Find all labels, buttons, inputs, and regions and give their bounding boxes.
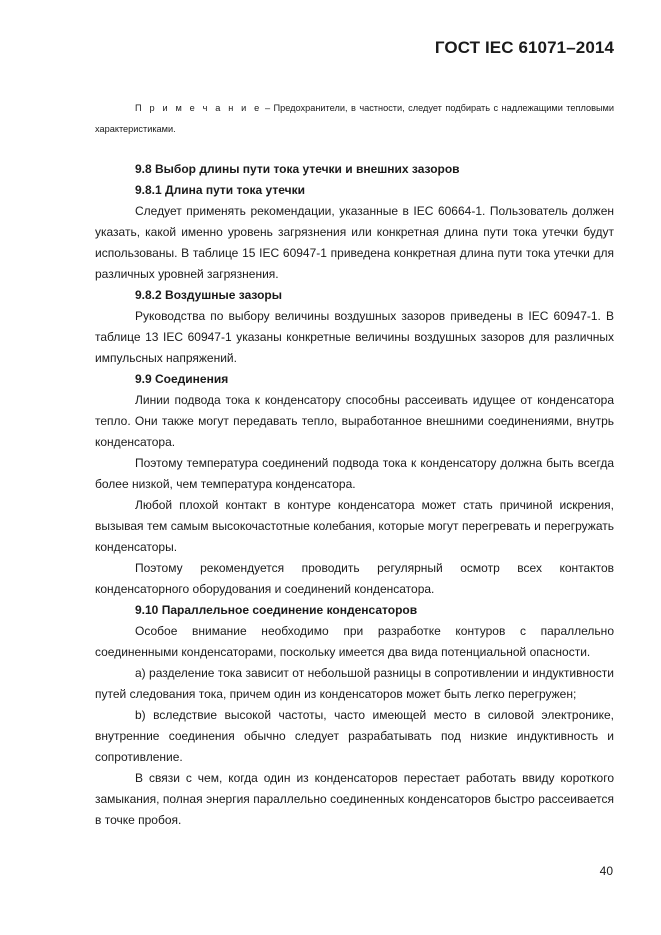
paragraph: Поэтому температура соединений подвода тока к конденсатору должна быть всегда более низкой, чем температура конденсатора. <box>95 456 614 491</box>
paragraph: Особое внимание необходимо при разработке контуров с параллельно соединенными конденсаторами, поскольку имеется два вида потенциальной опасности. <box>95 624 614 659</box>
paragraph: Руководства по выбору величины воздушных зазоров приведены в IEC 60947-1. В таблице 13 IEC 60947-1 указаны конкретные величины воздушных зазоров для различных импульсных напряжений. <box>95 309 614 365</box>
list-item-a: а) разделение тока зависит от небольшой разницы в сопротивлении и индуктивности путей следования тока, причем один из конденсаторов может быть легко перегружен; <box>95 666 614 701</box>
paragraph: Линии подвода тока к конденсатору способны рассеивать идущее от конденсатора тепло. Они также могут передавать тепло, выработанное внешними соединениями, внутрь конденсатора. <box>95 393 614 449</box>
note-label: П р и м е ч а н и е <box>135 103 262 113</box>
page-number: 40 <box>599 864 613 878</box>
section-9-8-1-heading: 9.8.1 Длина пути тока утечки <box>135 183 305 197</box>
section-9-10-heading: 9.10 Параллельное соединение конденсаторов <box>135 603 418 617</box>
paragraph: Поэтому рекомендуется проводить регулярный осмотр всех контактов конденсаторного оборудования и соединений конденсатора. <box>95 561 614 596</box>
document-code: ГОСТ IEC 61071–2014 <box>434 38 614 57</box>
list-item-b: b) вследствие высокой частоты, часто имеющей место в силовой электронике, внутренние соединения обычно следует разрабатывать под низкие индуктивность и сопротивление. <box>95 708 614 764</box>
section-9-8-2-heading: 9.8.2 Воздушные зазоры <box>135 288 282 302</box>
note-text: – Предохранители, в частности, следует подбирать с надлежащими тепловыми характеристиками. <box>95 103 614 134</box>
note <box>95 98 614 140</box>
paragraph: Любой плохой контакт в контуре конденсатора может стать причиной искрения, вызывая тем самым высокочастотные колебания, которые могут перегревать и перегружать конденсаторы. <box>95 498 614 554</box>
section-9-8-heading: 9.8 Выбор длины пути тока утечки и внешних зазоров <box>135 162 460 176</box>
section-9-9-heading: 9.9 Соединения <box>135 372 229 386</box>
page-content <box>95 98 614 831</box>
paragraph: В связи с чем, когда один из конденсаторов перестает работать ввиду короткого замыкания, полная энергия параллельно соединенных конденсаторов быстро рассеивается в точке пробоя. <box>95 771 614 827</box>
paragraph: Следует применять рекомендации, указанные в IEC 60664-1. Пользователь должен указать, какой именно уровень загрязнения или конкретная длина пути тока утечки будут использованы. В таблице 15 IEC 60947-1 приведена конкретная длина пути тока утечки для различных уровней загрязнения. <box>95 204 614 281</box>
